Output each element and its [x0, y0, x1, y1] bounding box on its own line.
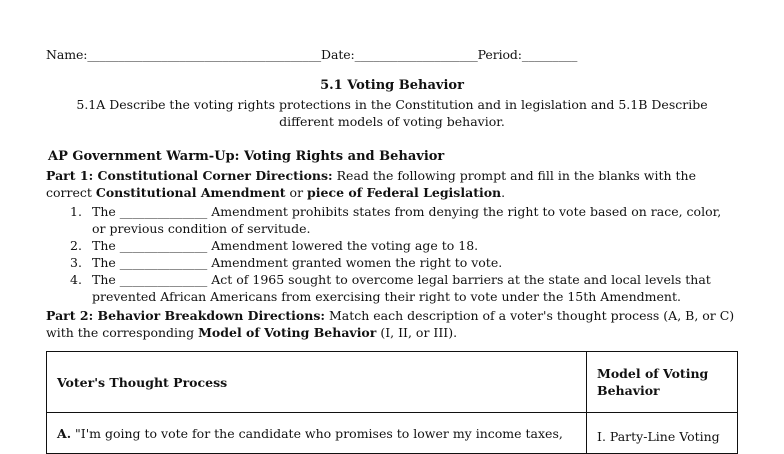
- item-text[interactable]: The ______________ Amendment prohibits states from denying the right to vote based on race, color, or previous condition of servitude.: [92, 204, 722, 236]
- row-a-model: I. Party-Line Voting: [597, 428, 720, 444]
- header-cell-model: [587, 352, 738, 413]
- row-a-text: "I'm going to vote for the candidate who promises to lower my income taxes,: [71, 425, 563, 441]
- list-item: [46, 237, 736, 254]
- part1-text: Read the following prompt and fill in the blanks with the correct: [46, 168, 697, 200]
- part1-bold-amendment: Constitutional Amendment: [95, 185, 286, 200]
- table-header-row: [47, 352, 738, 413]
- warmup-heading: AP Government Warm-Up: Voting Rights and Behavior: [48, 149, 445, 164]
- matching-table: [46, 351, 738, 454]
- item-text[interactable]: The ______________ Amendment granted women the right to vote.: [92, 255, 503, 270]
- part1-bold-legislation: piece of Federal Legislation: [307, 185, 502, 200]
- list-item: [46, 271, 736, 305]
- item-number: 2.: [70, 238, 82, 253]
- table-row: [47, 413, 738, 454]
- col-header-thought-process: Voter's Thought Process: [57, 374, 228, 390]
- list-item: [46, 203, 736, 237]
- worksheet-title: 5.1 Voting Behavior: [320, 78, 464, 93]
- part1-end: .: [501, 185, 506, 200]
- part1-directions: [46, 167, 736, 201]
- amendment-questions-list: [46, 203, 736, 305]
- name-date-period-line[interactable]: Name:______________________________________Date:____________________Period:_________: [46, 47, 578, 62]
- list-item: [46, 254, 736, 271]
- learning-objectives: 5.1A Describe the voting rights protections in the Constitution and in legislation and 5.1B Describe different models of voting behavior.: [76, 97, 708, 129]
- part2-directions: [46, 307, 736, 341]
- item-number: 1.: [70, 204, 82, 219]
- col-header-model: Model of Voting Behavior: [597, 366, 709, 398]
- part2-text: Match each description of a voter's thought process (A, B, or C) with the corresponding: [46, 308, 735, 340]
- part2-bold-model: Model of Voting Behavior: [198, 325, 377, 340]
- row-a-label: A.: [57, 425, 72, 441]
- part1-mid: or: [285, 185, 308, 200]
- header-cell-thought-process: [47, 352, 587, 413]
- part2-end: (I, II, or III).: [376, 325, 458, 340]
- row-a-model-cell: [587, 413, 738, 454]
- row-a-thought-cell: [47, 413, 587, 454]
- item-number: 3.: [70, 255, 82, 270]
- part2-label: Part 2: Behavior Breakdown Directions:: [46, 308, 326, 323]
- item-number: 4.: [70, 272, 82, 287]
- item-text[interactable]: The ______________ Amendment lowered the voting age to 18.: [92, 238, 479, 253]
- part1-label: Part 1: Constitutional Corner Directions:: [46, 168, 333, 183]
- item-text[interactable]: The ______________ Act of 1965 sought to overcome legal barriers at the state and local levels that prevented African Americans from exercising their right to vote under the 15th Amendment.: [92, 272, 711, 304]
